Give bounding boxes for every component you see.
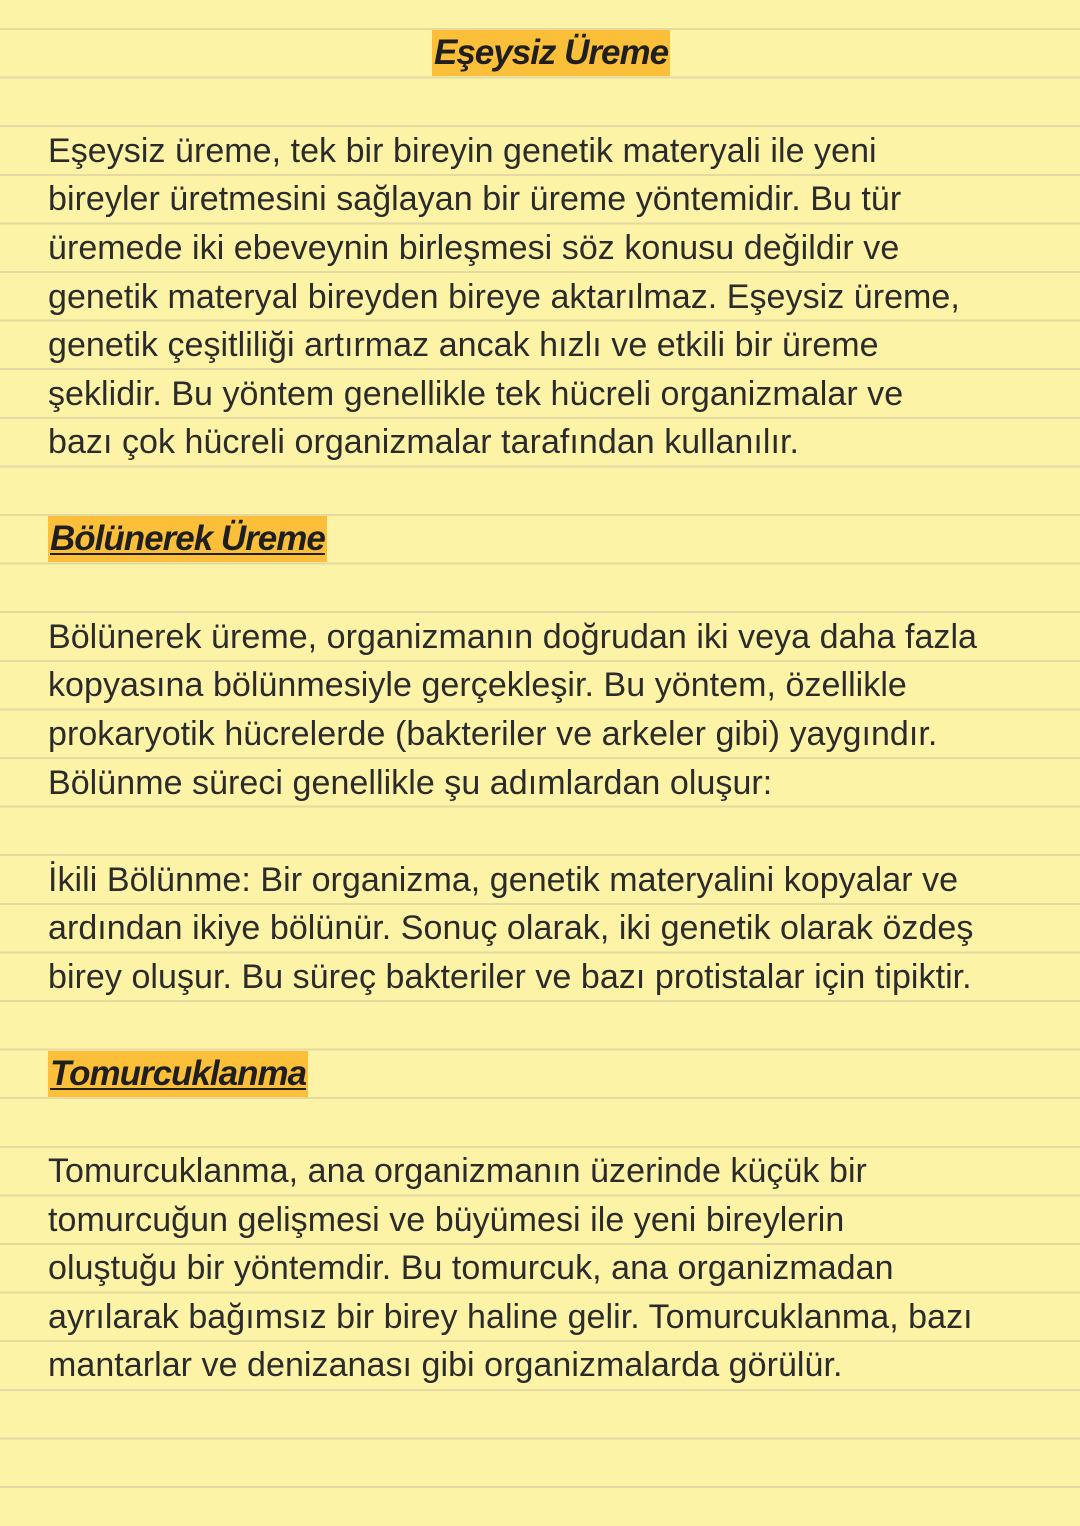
page-title: Eşeysiz Üreme [432,30,670,76]
text-line: Eşeysiz üreme, tek bir bireyin genetik materyali ile yeni [48,132,877,170]
text-line: bireyler üretmesini sağlayan bir üreme yöntemidir. Bu tür [48,180,902,218]
text-line: tomurcuğun gelişmesi ve büyümesi ile yeni bireylerin [48,1201,845,1239]
text-line: mantarlar ve denizanası gibi organizmalarda görülür. [48,1346,843,1384]
text-line: şeklidir. Bu yöntem genellikle tek hücreli organizmalar ve [48,375,904,413]
text-line: prokaryotik hücrelerde (bakteriler ve arkeler gibi) yaygındır. [48,715,938,753]
text-line: İkili Bölünme: Bir organizma, genetik materyalini kopyalar ve [48,861,959,899]
text-line: ardından ikiye bölünür. Sonuç olarak, iki genetik olarak özdeş [48,909,974,947]
text-line: Tomurcuklanma, ana organizmanın üzerinde küçük bir [48,1152,867,1190]
section-heading-division: Bölünerek Üreme [48,516,327,562]
text-line: üremede iki ebeveynin birleşmesi söz konusu değildir ve [48,229,900,267]
text-line: ayrılarak bağımsız bir birey haline gelir. Tomurcuklanma, bazı [48,1298,973,1336]
section-heading-budding: Tomurcuklanma [48,1051,308,1097]
text-line: genetik materyal bireyden bireye aktarılmaz. Eşeysiz üreme, [48,278,960,316]
text-line: Bölünme süreci genellikle şu adımlardan oluşur: [48,764,773,802]
text-line: kopyasına bölünmesiyle gerçekleşir. Bu yöntem, özellikle [48,666,907,704]
text-line: Bölünerek üreme, organizmanın doğrudan iki veya daha fazla [48,618,978,656]
text-line: oluştuğu bir yöntemdir. Bu tomurcuk, ana organizmadan [48,1249,894,1287]
text-line: birey oluşur. Bu süreç bakteriler ve bazı protistalar için tipiktir. [48,958,972,996]
text-line: genetik çeşitliliği artırmaz ancak hızlı ve etkili bir üreme [48,326,879,364]
text-line: bazı çok hücreli organizmalar tarafından kullanılır. [48,423,799,461]
